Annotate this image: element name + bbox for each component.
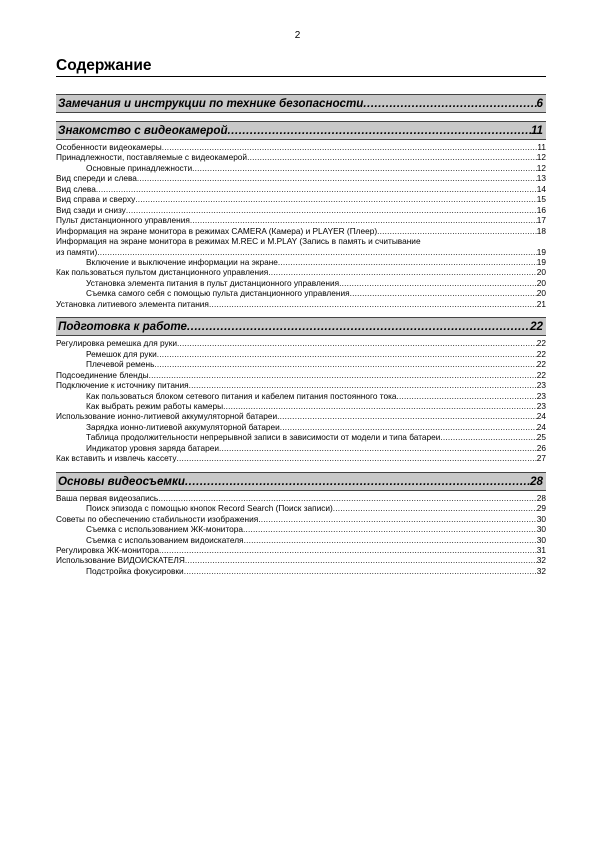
leader-dots <box>159 545 537 555</box>
leader-dots <box>137 173 537 183</box>
entry-page-number: 20 <box>536 288 546 299</box>
entry-text: Вид сзади и снизу <box>56 204 126 215</box>
entry-page-number: 29 <box>536 503 546 514</box>
entry-page-number: 23 <box>536 380 546 391</box>
entry-text: Индикатор уровня заряда батареи <box>86 442 219 453</box>
leader-dots <box>268 267 537 277</box>
toc-entry[interactable] <box>56 194 546 204</box>
section-heading-text: Знакомство с видеокамерой <box>58 124 228 137</box>
entry-text: Вид справа и сверху <box>56 194 136 205</box>
toc-entry[interactable] <box>56 370 546 380</box>
entry-text: Регулировка ЖК-монитора <box>56 544 159 555</box>
entry-text: Информация на экране монитора в режимах CAMERA (Камера) и PLAYER (Плеер) <box>56 225 378 236</box>
toc-entry[interactable] <box>56 236 546 257</box>
section-heading[interactable] <box>56 94 546 113</box>
entry-page-number: 30 <box>536 534 546 545</box>
toc-entry[interactable] <box>56 545 546 555</box>
entry-page-number: 20 <box>536 277 546 288</box>
leader-dots <box>97 247 537 257</box>
toc-subentry[interactable] <box>56 391 546 401</box>
entry-text: Таблица продолжительности непрерывной записи в зависимости от модели и типа батареи <box>86 432 441 443</box>
leader-dots <box>258 514 537 524</box>
toc-subentry[interactable] <box>56 349 546 359</box>
entry-page-number: 31 <box>536 544 546 555</box>
leader-dots <box>339 278 537 288</box>
toc-entry[interactable] <box>56 267 546 277</box>
leader-dots <box>219 443 537 453</box>
entry-page-number: 20 <box>536 267 546 278</box>
toc-entry[interactable] <box>56 173 546 183</box>
entry-text: Использование ионно-литиевой аккумуляторной батареи <box>56 411 278 422</box>
entry-page-number: 32 <box>536 565 546 576</box>
toc-entry[interactable] <box>56 514 546 524</box>
toc-subentry[interactable] <box>56 432 546 442</box>
leader-dots <box>192 163 537 173</box>
toc-entry[interactable] <box>56 205 546 215</box>
section-heading-text: Основы видеосъемки <box>58 474 185 488</box>
entry-text: Вид слева <box>56 183 96 194</box>
section-heading[interactable] <box>56 317 546 336</box>
entry-page-number: 24 <box>536 411 546 422</box>
entry-text: Как пользоваться пультом дистанционного управления <box>56 267 269 278</box>
entry-text: Подстройка фокусировки <box>86 565 184 576</box>
section-page-number: 28 <box>530 474 543 488</box>
entry-page-number: 16 <box>536 204 546 215</box>
leader-dots <box>333 503 537 513</box>
entry-page-number: 27 <box>536 453 546 464</box>
leader-dots <box>185 475 530 489</box>
entry-text: Съемка с использованием ЖК-монитора <box>86 524 243 535</box>
entry-text: Поиск эпизода с помощью кнопок Record Search (Поиск записи) <box>86 503 333 514</box>
entry-page-number: 19 <box>536 246 546 257</box>
section-page-number: 22 <box>530 320 543 334</box>
entry-text: Принадлежности, поставляемые с видеокамерой <box>56 152 248 163</box>
section-page-number: 11 <box>530 124 543 137</box>
leader-dots <box>243 524 537 534</box>
toc-subentry[interactable] <box>56 257 546 267</box>
entry-page-number: 21 <box>536 298 546 309</box>
section-heading[interactable] <box>56 121 546 140</box>
entry-page-number: 22 <box>536 359 546 370</box>
leader-dots <box>228 124 531 138</box>
leader-dots <box>397 391 537 401</box>
leader-dots <box>244 535 537 545</box>
leader-dots <box>278 257 537 267</box>
toc-subentry[interactable] <box>56 278 546 288</box>
entry-text: Подсоединение бленды <box>56 369 149 380</box>
table-of-contents <box>56 94 546 584</box>
section-heading-text: Подготовка к работе <box>58 320 187 334</box>
leader-dots <box>377 226 537 236</box>
entry-text: Зарядка ионно-литиевой аккумуляторной батареи <box>86 421 280 432</box>
toc-subentry[interactable] <box>56 359 546 369</box>
entry-page-number: 23 <box>536 390 546 401</box>
toc-entry[interactable] <box>56 184 546 194</box>
page-number: 2 <box>294 30 301 41</box>
leader-dots <box>277 411 537 421</box>
entry-text: Ремешок для руки <box>86 348 157 359</box>
toc-section <box>56 317 546 463</box>
entry-text: Ваша первая видеозапись <box>56 492 159 503</box>
leader-dots <box>209 299 537 309</box>
entry-text: Особенности видеокамеры <box>56 142 162 152</box>
entry-page-number: 30 <box>536 513 546 524</box>
entry-page-number: 14 <box>536 183 546 194</box>
leader-dots <box>363 97 536 111</box>
toc-section <box>56 121 546 309</box>
entry-text: Установка элемента питания в пульт дистанционного управления <box>86 277 340 288</box>
leader-dots <box>149 370 537 380</box>
entry-text-continued: из памяти) <box>56 246 98 257</box>
leader-dots <box>184 566 537 576</box>
toc-section <box>56 472 546 577</box>
entry-page-number: 23 <box>536 400 546 411</box>
entry-page-number: 12 <box>536 162 546 173</box>
leader-dots <box>158 493 537 503</box>
toc-subentry[interactable] <box>56 443 546 453</box>
entry-text: Установка литиевого элемента питания <box>56 298 209 309</box>
toc-subentry[interactable] <box>56 288 546 298</box>
entry-text: Регулировка ремешка для руки <box>56 338 177 349</box>
leader-dots <box>440 432 536 442</box>
section-page-number: 6 <box>536 97 543 110</box>
leader-dots <box>247 152 537 162</box>
toc-subentry[interactable] <box>56 535 546 545</box>
leader-dots <box>176 453 536 463</box>
toc-entry[interactable] <box>56 299 546 309</box>
entry-text: Информация на экране монитора в режимах M.REC и M.PLAY (Запись в память и считывание <box>56 236 421 247</box>
entry-page-number: 28 <box>536 492 546 503</box>
toc-entry[interactable] <box>56 453 546 463</box>
leader-dots <box>223 401 537 411</box>
leader-dots <box>187 320 530 334</box>
entry-page-number: 22 <box>536 348 546 359</box>
leader-dots <box>177 338 537 348</box>
entry-text: Съемка самого себя с помощью пульта дистанционного управления <box>86 288 350 299</box>
entry-text: Как вставить и извлечь кассету <box>56 453 177 464</box>
leader-dots <box>185 555 537 565</box>
entry-text: Советы по обеспечению стабильности изображения <box>56 513 259 524</box>
leader-dots <box>162 142 538 152</box>
entry-page-number: 30 <box>536 524 546 535</box>
entry-text: Как выбрать режим работы камеры <box>86 400 224 411</box>
entry-page-number: 22 <box>536 369 546 380</box>
toc-subentry[interactable] <box>56 163 546 173</box>
toc-entry[interactable] <box>56 411 546 421</box>
entry-text: Как пользоваться блоком сетевого питания и кабелем питания постоянного тока <box>86 390 397 401</box>
entry-page-number: 26 <box>536 442 546 453</box>
toc-section <box>56 94 546 113</box>
entry-page-number: 15 <box>536 194 546 205</box>
leader-dots <box>190 215 537 225</box>
leader-dots <box>189 380 537 390</box>
entry-page-number: 19 <box>536 256 546 267</box>
title-rule <box>56 76 546 77</box>
entry-page-number: 22 <box>536 338 546 349</box>
section-heading-text: Замечания и инструкции по технике безопасности <box>58 97 364 110</box>
entry-text: Подключение к источнику питания <box>56 380 189 391</box>
entry-text: Пульт дистанционного управления <box>56 215 190 226</box>
toc-subentry[interactable] <box>56 524 546 534</box>
section-heading[interactable] <box>56 472 546 491</box>
entry-text: Плечевой ремень <box>86 359 155 370</box>
leader-dots <box>126 205 537 215</box>
entry-page-number: 17 <box>536 215 546 226</box>
leader-dots <box>135 194 537 204</box>
toc-subentry[interactable] <box>56 401 546 411</box>
entry-page-number: 32 <box>536 555 546 566</box>
toc-entry[interactable] <box>56 380 546 390</box>
entry-page-number: 24 <box>536 421 546 432</box>
entry-text: Включение и выключение информации на экране <box>86 256 278 267</box>
leader-dots <box>280 422 537 432</box>
toc-entry[interactable] <box>56 338 546 348</box>
entry-text: Основные принадлежности <box>86 162 193 173</box>
toc-entry[interactable] <box>56 142 546 152</box>
toc-subentry[interactable] <box>56 503 546 513</box>
entry-page-number: 25 <box>536 432 546 443</box>
entry-page-number: 13 <box>536 173 546 184</box>
entry-page-number: 11 <box>537 142 546 152</box>
toc-entry[interactable] <box>56 493 546 503</box>
toc-entry[interactable] <box>56 215 546 225</box>
page-title: Содержание <box>56 57 152 74</box>
toc-entry[interactable] <box>56 152 546 162</box>
entry-text: Вид спереди и слева <box>56 173 137 184</box>
leader-dots <box>96 184 537 194</box>
toc-subentry[interactable] <box>56 422 546 432</box>
toc-subentry[interactable] <box>56 566 546 576</box>
toc-entry[interactable] <box>56 555 546 565</box>
entry-text: Использование ВИДОИСКАТЕЛЯ <box>56 555 185 566</box>
leader-dots <box>350 288 537 298</box>
leader-dots <box>154 359 536 369</box>
leader-dots <box>157 349 537 359</box>
entry-text: Съемка с использованием видоискателя <box>86 534 244 545</box>
entry-page-number: 18 <box>536 225 546 236</box>
toc-entry[interactable] <box>56 226 546 236</box>
entry-page-number: 12 <box>536 152 546 163</box>
